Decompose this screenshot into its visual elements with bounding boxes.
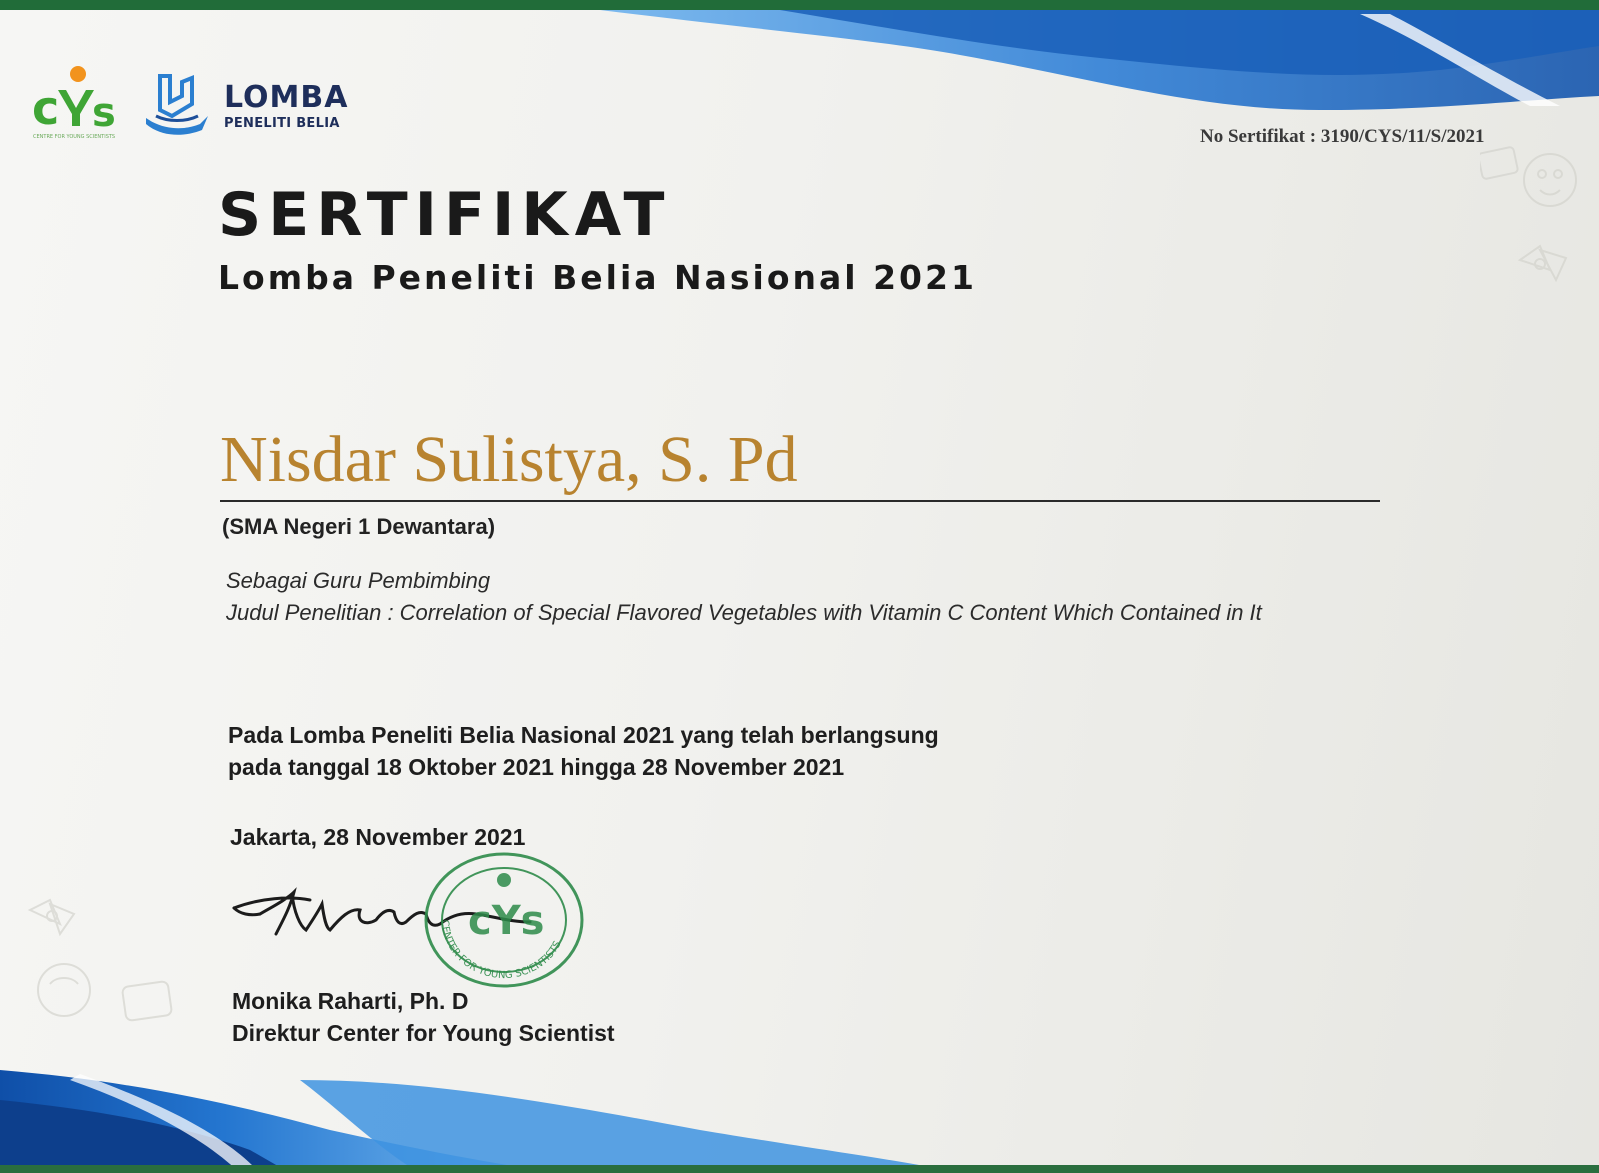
signer-title: Direktur Center for Young Scientist [232, 1020, 615, 1046]
certificate-title: SERTIFIKAT [218, 180, 672, 250]
signer-name: Monika Raharti, Ph. D [232, 988, 469, 1014]
stamp-text: CENTER FOR YOUNG SCIENTISTS [438, 919, 564, 982]
place-and-date: Jakarta, 28 November 2021 [230, 824, 526, 850]
frame-bottom-border [0, 1165, 1599, 1173]
cys-logo [30, 64, 132, 144]
cys-stamp-icon [420, 850, 586, 990]
cys-tagline: CENTRE FOR YOUNG SCIENTISTS [33, 134, 116, 140]
event-description-line2: pada tanggal 18 Oktober 2021 hingga 28 November 2021 [228, 754, 845, 780]
decorative-doodles-left [20, 880, 190, 1050]
research-title: Judul Penelitian : Correlation of Special Flavored Vegetables with Vitamin C Content Which Contained in It [226, 600, 1262, 625]
certificate-subtitle: Lomba Peneliti Belia Nasional 2021 [218, 258, 977, 297]
lpb-logo-icon [142, 72, 214, 140]
event-description-line1: Pada Lomba Peneliti Belia Nasional 2021 yang telah berlangsung [228, 722, 939, 748]
lpb-subtitle: PENELITI BELIA [224, 116, 340, 131]
svg-text:c: c [32, 81, 60, 135]
recipient-school: (SMA Negeri 1 Dewantara) [222, 514, 496, 539]
certificate-number: No Sertifikat : 3190/CYS/11/S/2021 [1200, 126, 1485, 147]
recipient-role: Sebagai Guru Pembimbing [226, 568, 491, 593]
svg-text:s: s [92, 90, 116, 136]
name-underline [220, 500, 1380, 502]
lpb-title: LOMBA [224, 80, 349, 115]
recipient-name: Nisdar Sulistya, S. Pd [220, 423, 798, 496]
svg-text:cYs: cYs [468, 898, 545, 944]
lpb-logo [142, 72, 362, 140]
decorative-doodles-right [1480, 140, 1590, 310]
